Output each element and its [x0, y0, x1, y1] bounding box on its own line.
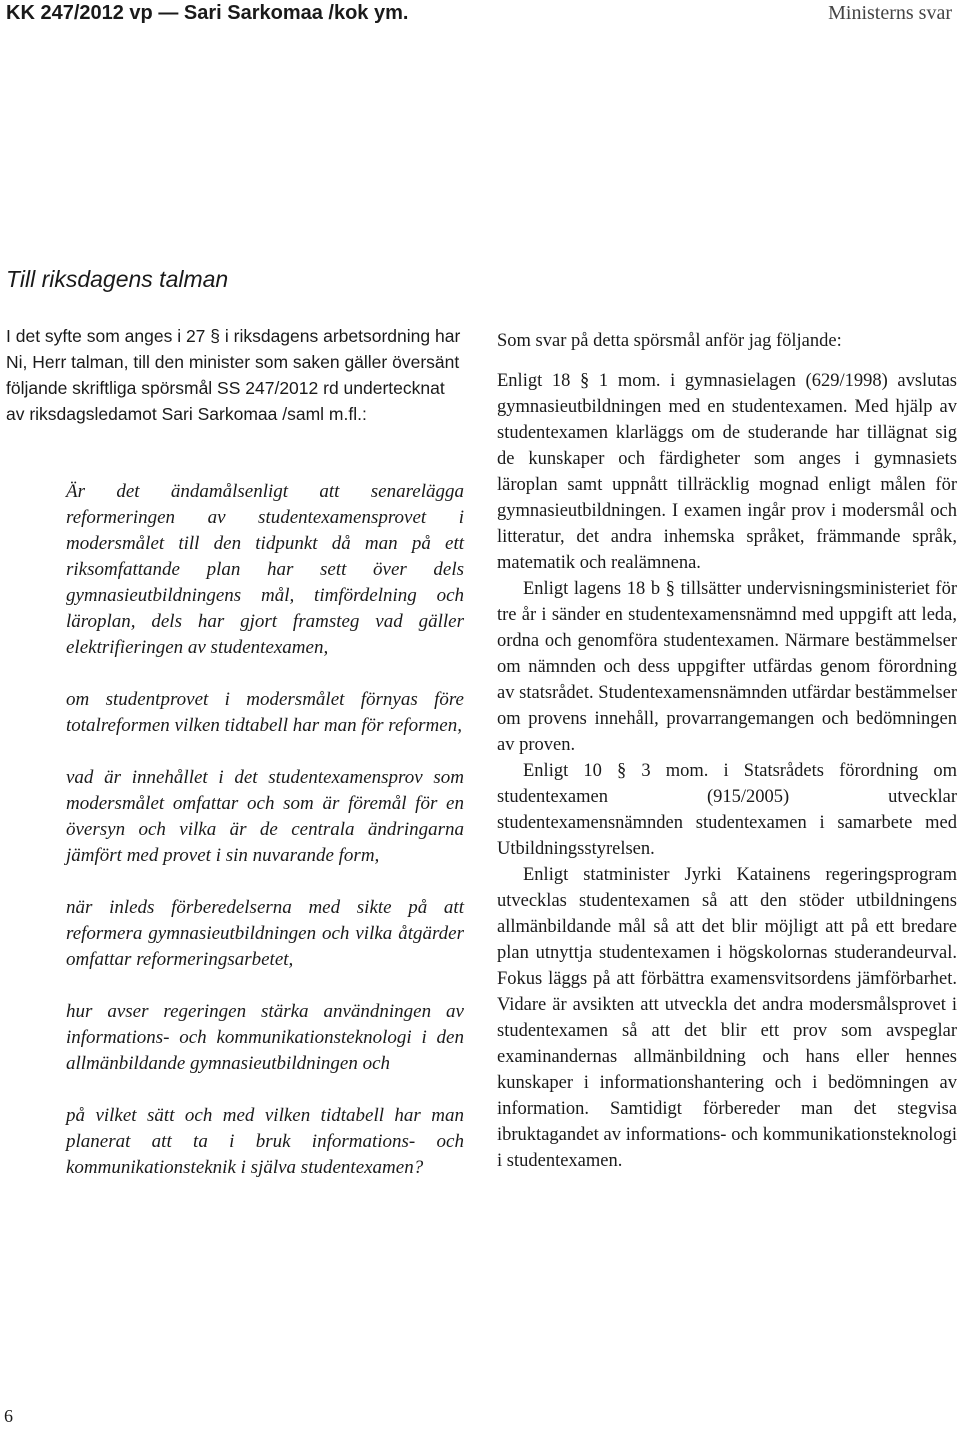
question-6: på vilket sätt och med vilken tidtabell har man planerat att ta i bruk informations- och kommunikationsteknik i själva studentexamen?	[66, 1105, 464, 1178]
question-5: hur avser regeringen stärka användningen av informations- och kommunikationsteknologi i den allmänbildande gymnasieutbildningen och	[66, 1001, 464, 1074]
question-4: när inleds förberedelserna med sikte på att reformera gymnasieutbildningen och vilka åtgärder omfattar reformeringsarbetet,	[66, 897, 464, 970]
answer-paragraph-2: Enligt lagens 18 b § tillsätter undervisningsministeriet för tre år i sänder en studentexamensnämnd med uppgift att leda, ordna och genomföra studentexamen. Närmare bestämmelser om nämnden och dess uppgifter utfärdas genom förordning av statsrådet. Studentexamensnämnden utfärdar bestämmelser om provens innehåll, provarrangemangen och bedömningen av proven.	[497, 579, 957, 755]
answer-lead: Som svar på detta spörsmål anför jag följande:	[497, 331, 842, 351]
running-header-left: KK 247/2012 vp — Sari Sarkomaa /kok ym.	[6, 2, 409, 24]
answer-paragraph-4: Enligt statminister Jyrki Katainens regeringsprogram utvecklas studentexamen så att den stöder utbildningens allmänbildande mål så att det blir möjligt att på ett bredare plan utnyttja studentexamen i högskolornas studerandeurval. Fokus läggs på att förbättra examensvitsordens jämförbarhet. Vidare är avsikten att utveckla det andra modersmålsprovet i studentexamen så att det blir ett prov som avspeglar examinandernas allmänbildning och hans eller hennes kunskaper i informationshantering och i bedömningen av information. Samtidigt förbereder man det stegvisa ibruktagandet av informations- och kommunikationsteknologi i studentexamen.	[497, 865, 957, 1171]
question-1: Är det ändamålsenligt att senarelägga reformeringen av studentexamensprovet i modersmålet till den tidpunkt då man på ett riksomfattande plan har sett över dels gymnasieutbildningens mål, timfördelning och läroplan, dels har gjort framsteg vad gäller elektrifieringen av studentexamen,	[66, 481, 464, 658]
answer-paragraph-3: Enligt 10 § 3 mom. i Statsrådets förordning om studentexamen (915/2005) utvecklar studentexamensnämnden studentexamen i samarbete med Utbildningsstyrelsen.	[497, 761, 957, 859]
question-3: vad är innehållet i det studentexamensprov som modersmålet omfattar och som är föremål för en översyn och vilka är de centrala ändringarna jämfört med provet i sin nuvarande form,	[66, 767, 464, 866]
salutation-heading: Till riksdagens talman	[6, 266, 229, 292]
intro-paragraph: I det syfte som anges i 27 § i riksdagens arbetsordning har Ni, Herr talman, till den minister som saken gäller översänt följande skriftliga spörsmål SS 247/2012 rd undertecknat av riksdagsledamot Sari Sarkomaa /saml m.fl.:	[6, 326, 461, 424]
question-2: om studentprovet i modersmålet förnyas före totalreformen vilken tidtabell har man för reformen,	[66, 689, 464, 736]
answer-paragraph-1: Enligt 18 § 1 mom. i gymnasielagen (629/1998) avslutas gymnasieutbildningen med en studentexamen. Med hjälp av studentexamen klarläggs om de studerande har tillägnat sig de kunskaper och färdigheter som anges i gymnasiets läroplan samt uppnått tillräcklig mognad enligt målen för gymnasieutbildningen. I examen ingår prov i modersmål och litteratur, det andra inhemska språket, främmande språk, matematik och realämnena.	[497, 371, 957, 573]
running-header-right: Ministerns svar	[828, 2, 952, 24]
intro-block	[6, 323, 464, 427]
questions-block	[66, 479, 464, 1207]
answer-column	[497, 328, 957, 1174]
page-number: 6	[4, 1406, 13, 1426]
